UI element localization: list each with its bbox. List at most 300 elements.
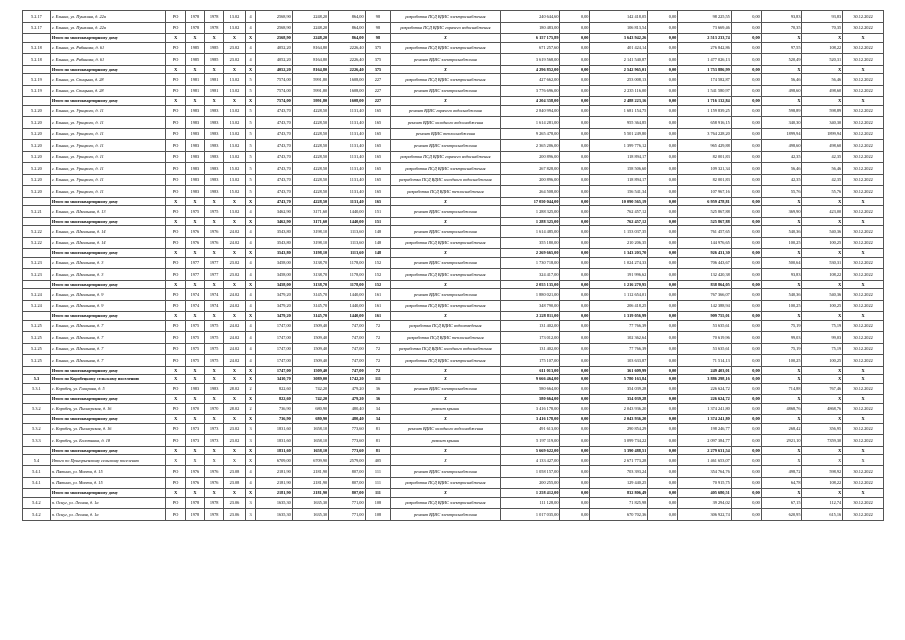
owner-funds-cell: 909 755,01 xyxy=(678,312,732,321)
unit-cost-cell: X xyxy=(761,375,802,384)
floors-cell: 4 xyxy=(245,257,256,269)
table-row xyxy=(23,269,884,281)
row-number: 5.2.20 xyxy=(23,163,51,175)
total-area-cell: 1747,00 xyxy=(256,343,292,355)
work-type-cell: разработка ПСД ВДИС горячего водоснабжения xyxy=(391,151,500,163)
subtotal-row xyxy=(23,34,884,43)
build-year-cell: X xyxy=(185,280,204,289)
other-funds-cell: 0,00 xyxy=(731,237,761,249)
owner-type-cell: РО xyxy=(166,42,185,54)
row-number: 5.2.22 xyxy=(23,237,51,249)
floors-cell: 4 xyxy=(245,226,256,238)
subtotal-row xyxy=(23,312,884,321)
max-unit-cost-cell: 75,19 xyxy=(802,343,843,355)
max-unit-cost-cell: 540,36 xyxy=(802,289,843,301)
other-funds-cell: 0,00 xyxy=(731,477,761,489)
other-funds-cell: 0,00 xyxy=(731,151,761,163)
other-funds-cell: 0,00 xyxy=(731,269,761,281)
address-cell: г. Ельник, ул. Спицына, д. 28 xyxy=(50,74,166,86)
row-number: 5.3.3 xyxy=(23,435,51,447)
owner-type-cell: РО xyxy=(166,54,185,66)
local-funds-cell: 0,00 xyxy=(648,11,678,23)
address-cell: г. Ельник, ул. Рябинова, д. 61 xyxy=(50,42,166,54)
commission-year-cell: X xyxy=(205,280,224,289)
owned-area-cell: 1178,00 xyxy=(329,280,365,289)
unit-cost-cell: 714,88 xyxy=(761,383,802,395)
unit-cost-cell: 75,19 xyxy=(761,343,802,355)
living-area-cell: 1509,40 xyxy=(292,320,328,332)
total-area-cell: 7574,00 xyxy=(256,97,292,106)
federal-funds-cell: 0,00 xyxy=(560,455,590,466)
floors-cell: X xyxy=(245,34,256,43)
total-area-cell: 1747,00 xyxy=(256,332,292,344)
residents-cell: 72 xyxy=(365,366,391,375)
max-unit-cost-cell: X xyxy=(802,455,843,466)
total-area-cell: 2568,90 xyxy=(256,11,292,23)
owner-funds-cell: 1 159 839,25 xyxy=(678,105,732,117)
unit-cost-cell: X xyxy=(761,489,802,498)
max-unit-cost-cell: 100,25 xyxy=(802,237,843,249)
table-row xyxy=(23,163,884,175)
owned-area-cell: 1113,60 xyxy=(329,237,365,249)
max-unit-cost-cell: 615,16 xyxy=(802,509,843,521)
local-funds-cell: 0,00 xyxy=(648,375,678,384)
unit-cost-cell: X xyxy=(761,415,802,424)
table-row xyxy=(23,300,884,312)
deadline-cell: X xyxy=(843,446,884,455)
other-funds-cell: 0,00 xyxy=(731,217,761,226)
other-funds-cell: 0,00 xyxy=(731,466,761,478)
table-row xyxy=(23,403,884,415)
floors-cell: X xyxy=(245,455,256,466)
total-area-cell: 2568,90 xyxy=(256,22,292,34)
wall-material-cell: X xyxy=(224,446,245,455)
address-cell: г. Ельник, ул. Школьная, д. 9 xyxy=(50,300,166,312)
table-row xyxy=(23,151,884,163)
total-cost-cell: 240 644,60 xyxy=(500,11,560,23)
federal-funds-cell: 0,00 xyxy=(560,105,590,117)
wall-material-cell: X xyxy=(224,489,245,498)
commission-year-cell: X xyxy=(205,446,224,455)
unit-cost-cell: X xyxy=(761,249,802,258)
wall-material-cell: 24.02 xyxy=(224,237,245,249)
unit-cost-cell: 93,83 xyxy=(761,11,802,23)
commission-year-cell: 1978 xyxy=(205,497,224,509)
owner-funds-cell: 1 716 132,84 xyxy=(678,97,732,106)
living-area-cell: 1509,40 xyxy=(292,332,328,344)
federal-funds-cell: 0,00 xyxy=(560,97,590,106)
commission-year-cell: 1983 xyxy=(205,140,224,152)
floors-cell: 2 xyxy=(245,403,256,415)
owned-area-cell: 1131,40 xyxy=(329,186,365,198)
table-row xyxy=(23,186,884,198)
max-unit-cost-cell: X xyxy=(802,395,843,404)
unit-cost-cell: 93,83 xyxy=(761,269,802,281)
total-cost-cell: 173 012,00 xyxy=(500,332,560,344)
build-year-cell: 1983 xyxy=(185,151,204,163)
living-area-cell: 1658,10 xyxy=(292,446,328,455)
wall-material-cell: 13.02 xyxy=(224,22,245,34)
total-area-cell: 1831,60 xyxy=(256,423,292,435)
owner-funds-cell: 70 619,96 xyxy=(678,332,732,344)
owner-type-cell: X xyxy=(166,489,185,498)
owned-area-cell: 1608,00 xyxy=(329,85,365,97)
floors-cell: 4 xyxy=(245,466,256,478)
work-type-cell: разработка ПСД ВДИС теплоснабжения xyxy=(391,332,500,344)
total-cost-cell: 1 017 035,00 xyxy=(500,509,560,521)
living-area-cell: 3198,10 xyxy=(292,249,328,258)
total-cost-cell: 1 288 325,00 xyxy=(500,206,560,218)
living-area-cell: 1658,10 xyxy=(292,423,328,435)
row-number: 5.2.20 xyxy=(23,117,51,129)
total-area-cell: 2181,90 xyxy=(256,466,292,478)
local-funds-cell: 0,00 xyxy=(648,197,678,206)
max-unit-cost-cell: 598,92 xyxy=(802,466,843,478)
total-cost-cell: 348 790,00 xyxy=(500,300,560,312)
local-funds-cell: 0,00 xyxy=(648,105,678,117)
deadline-cell: 30.12.2022 xyxy=(843,163,884,175)
address-cell: г. Ельник, ул. Спицына, д. 28 xyxy=(50,85,166,97)
living-area-cell: 3198,10 xyxy=(292,237,328,249)
table-row xyxy=(23,128,884,140)
owned-area-cell: 2226,40 xyxy=(329,42,365,54)
wall-material-cell: 24.02 xyxy=(224,289,245,301)
owner-type-cell: X xyxy=(166,455,185,466)
other-funds-cell: 0,00 xyxy=(731,74,761,86)
total-cost-cell: 6 157 175,89 xyxy=(500,34,560,43)
work-type-cell: X xyxy=(391,97,500,106)
commission-year-cell: 1977 xyxy=(205,269,224,281)
table-row xyxy=(23,174,884,186)
unit-cost-cell: 520,49 xyxy=(761,54,802,66)
max-unit-cost-cell: X xyxy=(802,446,843,455)
living-area-cell: 4228,50 xyxy=(292,197,328,206)
owned-area-cell: 2579,00 xyxy=(329,455,365,466)
row-number: 5.2.25 xyxy=(23,332,51,344)
living-area-cell: 5991,80 xyxy=(292,97,328,106)
floors-cell: 4 xyxy=(245,343,256,355)
federal-funds-cell: 0,00 xyxy=(560,128,590,140)
local-funds-cell: 0,00 xyxy=(648,128,678,140)
commission-year-cell: 1978 xyxy=(205,11,224,23)
local-funds-cell: 0,00 xyxy=(648,289,678,301)
living-area-cell: 3171,60 xyxy=(292,206,328,218)
commission-year-cell: 1976 xyxy=(205,237,224,249)
wall-material-cell: X xyxy=(224,455,245,466)
total-area-cell: 7574,00 xyxy=(256,85,292,97)
deadline-cell: X xyxy=(843,489,884,498)
owner-funds-cell: 98 225,55 xyxy=(678,11,732,23)
total-area-cell: 4052,20 xyxy=(256,65,292,74)
other-funds-cell: 0,00 xyxy=(731,415,761,424)
floors-cell: 4 xyxy=(245,237,256,249)
work-type-cell: ремонт крыши xyxy=(391,403,500,415)
max-unit-cost-cell: X xyxy=(802,97,843,106)
address-cell: Итого по многоквартирному дому xyxy=(50,197,166,206)
other-funds-cell: 0,00 xyxy=(731,497,761,509)
other-funds-cell: 0,00 xyxy=(731,489,761,498)
federal-funds-cell: 0,00 xyxy=(560,11,590,23)
owner-funds-cell: 73 669,46 xyxy=(678,22,732,34)
table-row xyxy=(23,85,884,97)
unit-cost-cell: X xyxy=(761,366,802,375)
floors-cell: 5 xyxy=(245,74,256,86)
local-funds-cell: 0,00 xyxy=(648,509,678,521)
floors-cell: X xyxy=(245,395,256,404)
wall-material-cell: 13.02 xyxy=(224,105,245,117)
regional-funds-cell: 703 393,24 xyxy=(590,466,648,478)
row-number: 5.2.23 xyxy=(23,269,51,281)
local-funds-cell: 0,00 xyxy=(648,65,678,74)
owned-area-cell: 1178,00 xyxy=(329,269,365,281)
residents-cell: 98 xyxy=(365,22,391,34)
owner-type-cell: РО xyxy=(166,423,185,435)
address-cell: Итого по Пригорьевскому сельскому поселению xyxy=(50,455,166,466)
max-unit-cost-cell: 498,60 xyxy=(802,140,843,152)
deadline-cell: 30.12.2022 xyxy=(843,85,884,97)
owner-type-cell: X xyxy=(166,375,185,384)
local-funds-cell: 0,00 xyxy=(648,85,678,97)
deadline-cell: 30.12.2022 xyxy=(843,257,884,269)
other-funds-cell: 0,00 xyxy=(731,174,761,186)
subtotal-row xyxy=(23,280,884,289)
owner-funds-cell: 525 867,88 xyxy=(678,217,732,226)
owned-area-cell: 479,20 xyxy=(329,395,365,404)
other-funds-cell: 0,00 xyxy=(731,140,761,152)
address-cell: г. Ельник, ул. Школьная, д. 14 xyxy=(50,226,166,238)
unit-cost-cell: 67,15 xyxy=(761,497,802,509)
table-row xyxy=(23,54,884,66)
owned-area-cell: 747,00 xyxy=(329,332,365,344)
regional-funds-cell: 253 008,13 xyxy=(590,74,648,86)
federal-funds-cell: 0,00 xyxy=(560,375,590,384)
owned-area-cell: 480,40 xyxy=(329,403,365,415)
deadline-cell: X xyxy=(843,97,884,106)
federal-funds-cell: 0,00 xyxy=(560,320,590,332)
build-year-cell: 1983 xyxy=(185,174,204,186)
other-funds-cell: 0,00 xyxy=(731,85,761,97)
owner-funds-cell: 354 764,76 xyxy=(678,466,732,478)
wall-material-cell: 13.02 xyxy=(224,206,245,218)
build-year-cell: 1983 xyxy=(185,186,204,198)
owned-area-cell: 773,60 xyxy=(329,446,365,455)
row-number: 5.3.2 xyxy=(23,403,51,415)
total-cost-cell: 671 257,60 xyxy=(500,42,560,54)
work-type-cell: разработка ПСД ВДИС горячего водоснабжения xyxy=(391,22,500,34)
federal-funds-cell: 0,00 xyxy=(560,237,590,249)
regional-funds-cell: 670 702,36 xyxy=(590,509,648,521)
deadline-cell: X xyxy=(843,375,884,384)
total-area-cell: 4743,70 xyxy=(256,117,292,129)
owner-type-cell: РО xyxy=(166,320,185,332)
owner-funds-cell: 1 477 026,13 xyxy=(678,54,732,66)
regional-funds-cell: 2 235 116,00 xyxy=(590,85,648,97)
owner-funds-cell: 658 916,15 xyxy=(678,117,732,129)
federal-funds-cell: 0,00 xyxy=(560,269,590,281)
work-type-cell: X xyxy=(391,280,500,289)
owned-area-cell: 747,00 xyxy=(329,366,365,375)
deadline-cell: X xyxy=(843,249,884,258)
unit-cost-cell: 268,42 xyxy=(761,423,802,435)
unit-cost-cell: 100,25 xyxy=(761,237,802,249)
deadline-cell: 30.12.2022 xyxy=(843,435,884,447)
commission-year-cell: 1983 xyxy=(205,174,224,186)
regional-funds-cell: 832 806,49 xyxy=(590,489,648,498)
residents-cell: 227 xyxy=(365,74,391,86)
total-cost-cell: 611 013,00 xyxy=(500,366,560,375)
build-year-cell: X xyxy=(185,395,204,404)
local-funds-cell: 0,00 xyxy=(648,151,678,163)
floors-cell: 4 xyxy=(245,206,256,218)
other-funds-cell: 0,00 xyxy=(731,332,761,344)
work-type-cell: ремонт ВДИС горячего водоснабжения xyxy=(391,105,500,117)
unit-cost-cell: 64,78 xyxy=(761,477,802,489)
regional-funds-cell: 5 780 163,84 xyxy=(590,375,648,384)
max-unit-cost-cell: X xyxy=(802,197,843,206)
work-type-cell: X xyxy=(391,446,500,455)
unit-cost-cell: 70,35 xyxy=(761,22,802,34)
wall-material-cell: X xyxy=(224,415,245,424)
row-number: 5.2.20 xyxy=(23,174,51,186)
owned-area-cell: 1131,40 xyxy=(329,163,365,175)
build-year-cell: 1978 xyxy=(185,509,204,521)
residents-cell: 72 xyxy=(365,355,391,367)
commission-year-cell: 1973 xyxy=(205,423,224,435)
max-unit-cost-cell: 498,60 xyxy=(802,85,843,97)
total-cost-cell: 4 133 427,00 xyxy=(500,455,560,466)
build-year-cell: 1985 xyxy=(185,42,204,54)
address-cell: с. Коробец, ул. Болотника, д. 18 xyxy=(50,435,166,447)
row-number: 5.3.1 xyxy=(23,383,51,395)
floors-cell: 4 xyxy=(245,42,256,54)
regional-funds-cell: 401 424,14 xyxy=(590,42,648,54)
wall-material-cell: X xyxy=(224,395,245,404)
wall-material-cell: 24.02 xyxy=(224,343,245,355)
local-funds-cell: 0,00 xyxy=(648,54,678,66)
work-type-cell: ремонт ВДИС электроснабжения xyxy=(391,226,500,238)
deadline-cell: 30.12.2022 xyxy=(843,269,884,281)
total-cost-cell: 5 197 119,00 xyxy=(500,435,560,447)
owner-funds-cell: 525 867,88 xyxy=(678,206,732,218)
document-sheet xyxy=(22,10,884,521)
max-unit-cost-cell: 520,31 xyxy=(802,54,843,66)
total-cost-cell: 324 417,00 xyxy=(500,269,560,281)
build-year-cell: 1973 xyxy=(185,423,204,435)
address-cell: г. Ельник, ул. Рябинова, д. 61 xyxy=(50,54,166,66)
max-unit-cost-cell: X xyxy=(802,65,843,74)
row-number: 5.4.1 xyxy=(23,466,51,478)
residents-cell: 165 xyxy=(365,174,391,186)
work-type-cell: X xyxy=(391,197,500,206)
floors-cell: X xyxy=(245,65,256,74)
wall-material-cell: 23.06 xyxy=(224,509,245,521)
living-area-cell: 3138,70 xyxy=(292,280,328,289)
local-funds-cell: 0,00 xyxy=(648,140,678,152)
total-area-cell: 2568,90 xyxy=(256,34,292,43)
wall-material-cell: 15.02 xyxy=(224,186,245,198)
wall-material-cell: X xyxy=(224,97,245,106)
floors-cell: 4 xyxy=(245,355,256,367)
residents-cell: 36 xyxy=(365,395,391,404)
total-area-cell: 4743,70 xyxy=(256,186,292,198)
deadline-cell: 30.12.2022 xyxy=(843,403,884,415)
residents-cell: 72 xyxy=(365,320,391,332)
wall-material-cell: X xyxy=(224,34,245,43)
owned-area-cell: 1440,00 xyxy=(329,206,365,218)
table-row xyxy=(23,435,884,447)
work-type-cell: X xyxy=(391,489,500,498)
floors-cell: 4 xyxy=(245,300,256,312)
local-funds-cell: 0,00 xyxy=(648,355,678,367)
federal-funds-cell: 0,00 xyxy=(560,383,590,395)
local-funds-cell: 0,00 xyxy=(648,97,678,106)
total-cost-cell: 3 416 178,00 xyxy=(500,415,560,424)
build-year-cell: 1976 xyxy=(185,226,204,238)
regional-funds-cell: 3 099 734,22 xyxy=(590,435,648,447)
living-area-cell: 3145,70 xyxy=(292,289,328,301)
address-cell: г. Ельник, ул. Школьная, д. 7 xyxy=(50,332,166,344)
residents-cell: 111 xyxy=(365,466,391,478)
row-number xyxy=(23,366,51,375)
federal-funds-cell: 0,00 xyxy=(560,74,590,86)
total-cost-cell: 200 896,00 xyxy=(500,151,560,163)
regional-funds-cell: 2 141 540,87 xyxy=(590,54,648,66)
local-funds-cell: 0,00 xyxy=(648,280,678,289)
wall-material-cell: X xyxy=(224,197,245,206)
commission-year-cell: X xyxy=(205,489,224,498)
federal-funds-cell: 0,00 xyxy=(560,257,590,269)
total-area-cell: 4743,70 xyxy=(256,163,292,175)
wall-material-cell: 23.08 xyxy=(224,466,245,478)
owner-type-cell: РО xyxy=(166,300,185,312)
residents-cell: 152 xyxy=(365,257,391,269)
address-cell: Итого по многоквартирному дому xyxy=(50,65,166,74)
federal-funds-cell: 0,00 xyxy=(560,332,590,344)
deadline-cell: X xyxy=(843,312,884,321)
unit-cost-cell: 620,95 xyxy=(761,509,802,521)
wall-material-cell: 24.02 xyxy=(224,300,245,312)
local-funds-cell: 0,00 xyxy=(648,257,678,269)
owner-type-cell: X xyxy=(166,446,185,455)
commission-year-cell: X xyxy=(205,249,224,258)
owned-area-cell: 1440,00 xyxy=(329,217,365,226)
work-type-cell: ремонт ВДИС холодного водоснабжения xyxy=(391,117,500,129)
local-funds-cell: 0,00 xyxy=(648,455,678,466)
owned-area-cell: 1742,20 xyxy=(329,375,365,384)
owner-type-cell: РО xyxy=(166,105,185,117)
living-area-cell: 8164,80 xyxy=(292,42,328,54)
residents-cell: 72 xyxy=(365,332,391,344)
row-number xyxy=(23,489,51,498)
commission-year-cell: 1983 xyxy=(205,186,224,198)
living-area-cell: 1509,40 xyxy=(292,355,328,367)
total-area-cell: 4743,70 xyxy=(256,174,292,186)
unit-cost-cell: X xyxy=(761,280,802,289)
deadline-cell: 30.12.2022 xyxy=(843,477,884,489)
total-cost-cell: 267 828,00 xyxy=(500,163,560,175)
regional-funds-cell: 1 024 274,33 xyxy=(590,257,648,269)
regional-funds-cell: 1 343 203,70 xyxy=(590,249,648,258)
work-type-cell: X xyxy=(391,366,500,375)
floors-cell: 4 xyxy=(245,320,256,332)
living-area-cell: 680,90 xyxy=(292,403,328,415)
unit-cost-cell: 598,89 xyxy=(761,105,802,117)
regional-funds-cell: 955 364,85 xyxy=(590,117,648,129)
deadline-cell: 30.12.2022 xyxy=(843,355,884,367)
total-area-cell: 4743,70 xyxy=(256,105,292,117)
subtotal-row xyxy=(23,375,884,384)
build-year-cell: 1976 xyxy=(185,477,204,489)
